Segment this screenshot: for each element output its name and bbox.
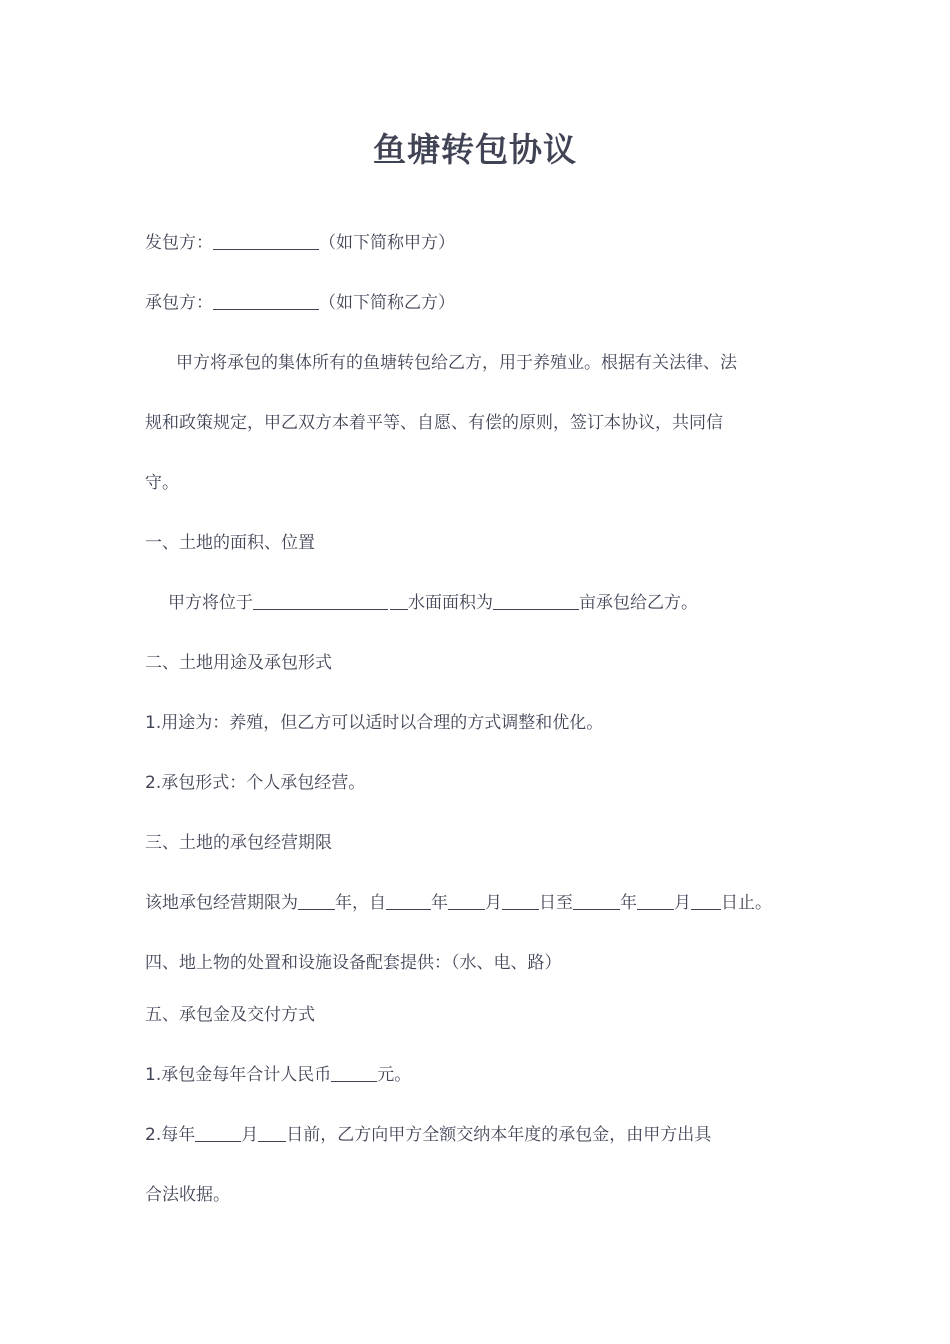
item-number: 1 — [145, 713, 156, 733]
document-title: 鱼塘转包协议 — [373, 130, 577, 169]
section-3-body — [145, 891, 772, 915]
item-number: 2 — [145, 773, 156, 793]
section-5-item-1 — [145, 1063, 411, 1087]
item-text: .承包形式：个人承包经营。 — [155, 773, 366, 793]
term-text: 年 — [431, 893, 448, 913]
term-text: 月 — [674, 893, 691, 913]
term-text: 月 — [485, 893, 502, 913]
term-text: 日止。 — [721, 893, 772, 913]
term-years-blank[interactable] — [298, 891, 335, 910]
section-2-heading: 二、土地用途及承包形式 — [145, 653, 332, 673]
party-b-line — [145, 291, 455, 315]
item-text: 元。 — [377, 1065, 412, 1085]
start-year-blank[interactable] — [386, 891, 431, 910]
party-b-label: 承包方： — [145, 293, 213, 313]
party-a-label: 发包方： — [145, 233, 213, 253]
section-5-heading: 五、承包金及交付方式 — [145, 1005, 315, 1025]
intro-line-1: 甲方将承包的集体所有的鱼塘转包给乙方，用于养殖业。根据有关法律、法 — [176, 353, 737, 373]
party-a-blank[interactable] — [213, 231, 319, 250]
fee-amount-blank[interactable] — [331, 1063, 377, 1082]
payment-month-blank[interactable] — [195, 1123, 241, 1142]
start-day-blank[interactable] — [502, 891, 539, 910]
area-blank[interactable] — [493, 591, 579, 610]
item-text: 月 — [241, 1125, 259, 1145]
location-text: 甲方将位于 — [168, 593, 253, 613]
section-1-body — [168, 591, 698, 615]
area-unit-text: 亩承包给乙方。 — [579, 593, 698, 613]
start-month-blank[interactable] — [448, 891, 485, 910]
item-text: .每年 — [155, 1125, 196, 1145]
party-a-line — [145, 231, 455, 255]
party-b-blank[interactable] — [213, 291, 319, 310]
item-number: 2 — [145, 1125, 156, 1145]
intro-line-3: 守。 — [145, 473, 179, 493]
end-year-blank[interactable] — [573, 891, 620, 910]
term-text: 日至 — [539, 893, 573, 913]
item-text: 日前，乙方向甲方全额交纳本年度的承包金，由甲方出具 — [286, 1125, 712, 1145]
area-text: 水面面积为 — [408, 593, 493, 613]
item-text: .用途为：养殖，但乙方可以适时以合理的方式调整和优化。 — [155, 713, 604, 733]
party-b-note: （如下简称乙方） — [319, 293, 455, 313]
section-5-item-2-cont: 合法收据。 — [145, 1185, 230, 1205]
party-a-note: （如下简称甲方） — [319, 233, 455, 253]
section-3-heading: 三、土地的承包经营期限 — [145, 833, 332, 853]
section-2-item-1 — [145, 711, 603, 735]
section-2-item-2 — [145, 771, 365, 795]
section-5-item-2 — [145, 1123, 711, 1147]
location-blank[interactable] — [253, 591, 388, 610]
intro-line-2: 规和政策规定，甲乙双方本着平等、自愿、有偿的原则，签订本协议，共同信 — [145, 413, 723, 433]
section-4-heading: 四、地上物的处置和设施设备配套提供：（水、电、路） — [145, 953, 562, 973]
payment-day-blank[interactable] — [258, 1123, 286, 1142]
end-month-blank[interactable] — [637, 891, 674, 910]
item-text: .承包金每年合计人民币 — [155, 1065, 332, 1085]
item-number: 1 — [145, 1065, 156, 1085]
location-blank-extra[interactable] — [390, 591, 408, 610]
term-text: 年 — [620, 893, 637, 913]
section-1-heading: 一、土地的面积、位置 — [145, 533, 315, 553]
end-day-blank[interactable] — [691, 891, 721, 910]
term-text: 该地承包经营期限为 — [145, 893, 298, 913]
term-text: 年，自 — [335, 893, 386, 913]
